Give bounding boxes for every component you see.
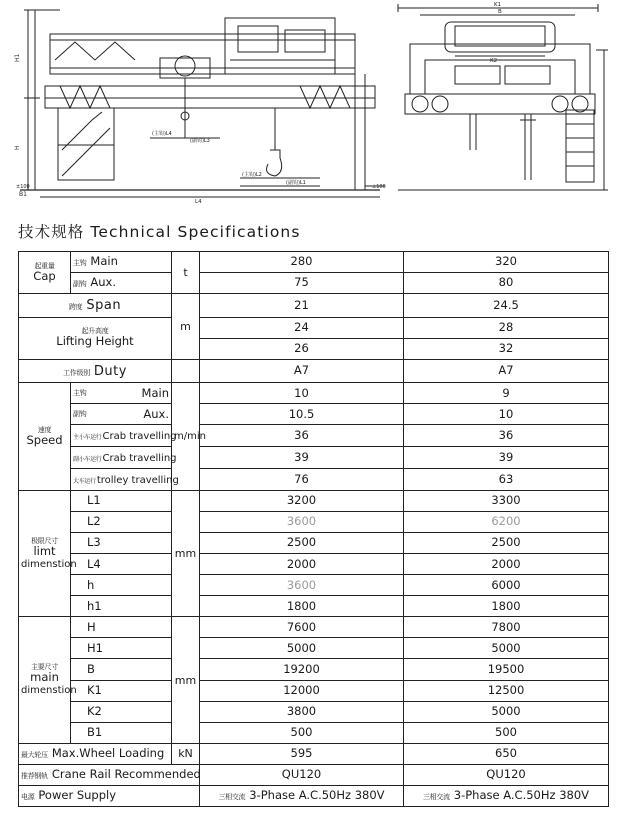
table-row bbox=[19, 491, 609, 512]
table-row bbox=[19, 785, 609, 806]
dim-label: (主钩)L4 bbox=[152, 131, 172, 137]
table-row bbox=[19, 596, 609, 617]
unit-cell: m/min bbox=[172, 383, 200, 491]
sub-label: H1 bbox=[71, 638, 172, 659]
value-cell: 36 bbox=[200, 425, 404, 447]
table-row bbox=[19, 252, 609, 273]
row-label: 跨度 Span bbox=[19, 294, 172, 318]
value-cell: 10 bbox=[200, 383, 404, 404]
dim-label: (副钩)L3 bbox=[190, 138, 210, 144]
value-cell: 19500 bbox=[404, 659, 609, 680]
row-label: 推荐钢轨 Crane Rail Recommended bbox=[19, 764, 200, 785]
dim-label: (副钩)L1 bbox=[286, 180, 306, 186]
table-row bbox=[19, 294, 609, 318]
value-cell: 3600 bbox=[200, 512, 404, 533]
sub-label: 主钩 Main bbox=[71, 383, 172, 404]
table-row bbox=[19, 722, 609, 743]
unit-cell: m bbox=[172, 294, 200, 360]
value-cell: 6000 bbox=[404, 575, 609, 596]
spec-table bbox=[18, 251, 608, 807]
sub-label: B1 bbox=[71, 722, 172, 743]
side-view bbox=[20, 10, 385, 197]
value-cell: 5000 bbox=[200, 638, 404, 659]
value-cell: 7600 bbox=[200, 617, 404, 638]
value-cell: 3200 bbox=[200, 491, 404, 512]
value-cell: 39 bbox=[404, 447, 609, 469]
sub-label: L2 bbox=[71, 512, 172, 533]
value-cell: 三相交流 3-Phase A.C.50Hz 380V bbox=[200, 785, 404, 806]
dim-label: H1 bbox=[14, 53, 21, 62]
row-group-label: 极限尺寸 limt dimenstion bbox=[19, 491, 71, 617]
value-cell: 3800 bbox=[200, 701, 404, 722]
table-row bbox=[19, 554, 609, 575]
value-cell: 280 bbox=[200, 252, 404, 273]
table-row bbox=[19, 680, 609, 701]
row-label: 最大轮压 Max.Wheel Loading bbox=[19, 743, 172, 764]
unit-cell: mm bbox=[172, 491, 200, 617]
value-cell: 595 bbox=[200, 743, 404, 764]
value-cell: 32 bbox=[404, 338, 609, 359]
value-cell: 1800 bbox=[200, 596, 404, 617]
value-cell: 三相交流 3-Phase A.C.50Hz 380V bbox=[404, 785, 609, 806]
row-group-label: 主要尺寸 main dimenstion bbox=[19, 617, 71, 743]
value-cell: A7 bbox=[404, 359, 609, 383]
table-row bbox=[19, 617, 609, 638]
table-row bbox=[19, 383, 609, 404]
unit-cell: t bbox=[172, 252, 200, 294]
sub-label: L3 bbox=[71, 533, 172, 554]
dim-label: B bbox=[498, 9, 502, 15]
value-cell: A7 bbox=[200, 359, 404, 383]
value-cell: 9 bbox=[404, 383, 609, 404]
value-cell: QU120 bbox=[404, 764, 609, 785]
value-cell: 500 bbox=[200, 722, 404, 743]
dim-label: ±100 bbox=[372, 184, 386, 190]
sub-label: L1 bbox=[71, 491, 172, 512]
dim-label: ±100 bbox=[16, 184, 30, 190]
value-cell: 24 bbox=[200, 317, 404, 338]
table-row bbox=[19, 638, 609, 659]
dim-label: H bbox=[14, 145, 21, 150]
end-view bbox=[398, 4, 608, 190]
sub-label: K1 bbox=[71, 680, 172, 701]
table-row bbox=[19, 447, 609, 469]
value-cell: 2000 bbox=[404, 554, 609, 575]
value-cell: 26 bbox=[200, 338, 404, 359]
value-cell: 21 bbox=[200, 294, 404, 318]
value-cell: 12000 bbox=[200, 680, 404, 701]
value-cell: 19200 bbox=[200, 659, 404, 680]
table-row bbox=[19, 359, 609, 383]
value-cell: 2500 bbox=[404, 533, 609, 554]
row-label: 工作级别 Duty bbox=[19, 359, 172, 383]
sub-label: 副钩 Aux. bbox=[71, 404, 172, 425]
dim-label: K1 bbox=[494, 2, 502, 8]
value-cell: 1800 bbox=[404, 596, 609, 617]
sub-label: h1 bbox=[71, 596, 172, 617]
sub-label: 主小车运行Crab travelling bbox=[71, 425, 172, 447]
value-cell: 3300 bbox=[404, 491, 609, 512]
table-row bbox=[19, 425, 609, 447]
table-row bbox=[19, 273, 609, 294]
value-cell: 650 bbox=[404, 743, 609, 764]
value-cell: 76 bbox=[200, 469, 404, 491]
section-title: 技术规格 Technical Specifications bbox=[18, 223, 301, 241]
sub-label: h bbox=[71, 575, 172, 596]
sub-label: B bbox=[71, 659, 172, 680]
sub-label: H bbox=[71, 617, 172, 638]
value-cell: 10 bbox=[404, 404, 609, 425]
value-cell: 320 bbox=[404, 252, 609, 273]
unit-cell: mm bbox=[172, 617, 200, 743]
table-row bbox=[19, 317, 609, 338]
table-row bbox=[19, 404, 609, 425]
table-row bbox=[19, 575, 609, 596]
value-cell: 24.5 bbox=[404, 294, 609, 318]
unit-cell: kN bbox=[172, 743, 200, 764]
value-cell: 63 bbox=[404, 469, 609, 491]
value-cell: 6200 bbox=[404, 512, 609, 533]
sub-label: K2 bbox=[71, 701, 172, 722]
table-row bbox=[19, 659, 609, 680]
row-group-label: 速度 Speed bbox=[19, 383, 71, 491]
value-cell: QU120 bbox=[200, 764, 404, 785]
value-cell: 39 bbox=[200, 447, 404, 469]
sub-label: 副小车运行Crab travelling bbox=[71, 447, 172, 469]
table-row bbox=[19, 469, 609, 491]
table-row bbox=[19, 533, 609, 554]
dim-label: L4 bbox=[195, 199, 202, 205]
sub-label: 大车运行trolley travelling bbox=[71, 469, 172, 491]
table-row bbox=[19, 743, 609, 764]
sub-label: L4 bbox=[71, 554, 172, 575]
value-cell: 36 bbox=[404, 425, 609, 447]
value-cell: 80 bbox=[404, 273, 609, 294]
value-cell: 28 bbox=[404, 317, 609, 338]
dim-label: B1 bbox=[19, 191, 27, 198]
unit-cell bbox=[172, 359, 200, 383]
value-cell: 5000 bbox=[404, 701, 609, 722]
value-cell: 500 bbox=[404, 722, 609, 743]
value-cell: 10.5 bbox=[200, 404, 404, 425]
row-group-label: 起重量 Cap bbox=[19, 252, 71, 294]
sub-label: 主钩 Main bbox=[71, 252, 172, 273]
dim-label: (主钩)L2 bbox=[242, 172, 262, 178]
row-label: 电源 Power Supply bbox=[19, 785, 200, 806]
dim-label: K2 bbox=[490, 58, 498, 64]
table-row bbox=[19, 701, 609, 722]
value-cell: 2500 bbox=[200, 533, 404, 554]
value-cell: 2000 bbox=[200, 554, 404, 575]
row-label: 起升高度 Lifting Height bbox=[19, 317, 172, 359]
value-cell: 7800 bbox=[404, 617, 609, 638]
value-cell: 5000 bbox=[404, 638, 609, 659]
crane-drawing bbox=[0, 0, 621, 205]
value-cell: 3600 bbox=[200, 575, 404, 596]
table-row bbox=[19, 512, 609, 533]
value-cell: 75 bbox=[200, 273, 404, 294]
table-row bbox=[19, 764, 609, 785]
value-cell: 12500 bbox=[404, 680, 609, 701]
sub-label: 副钩 Aux. bbox=[71, 273, 172, 294]
